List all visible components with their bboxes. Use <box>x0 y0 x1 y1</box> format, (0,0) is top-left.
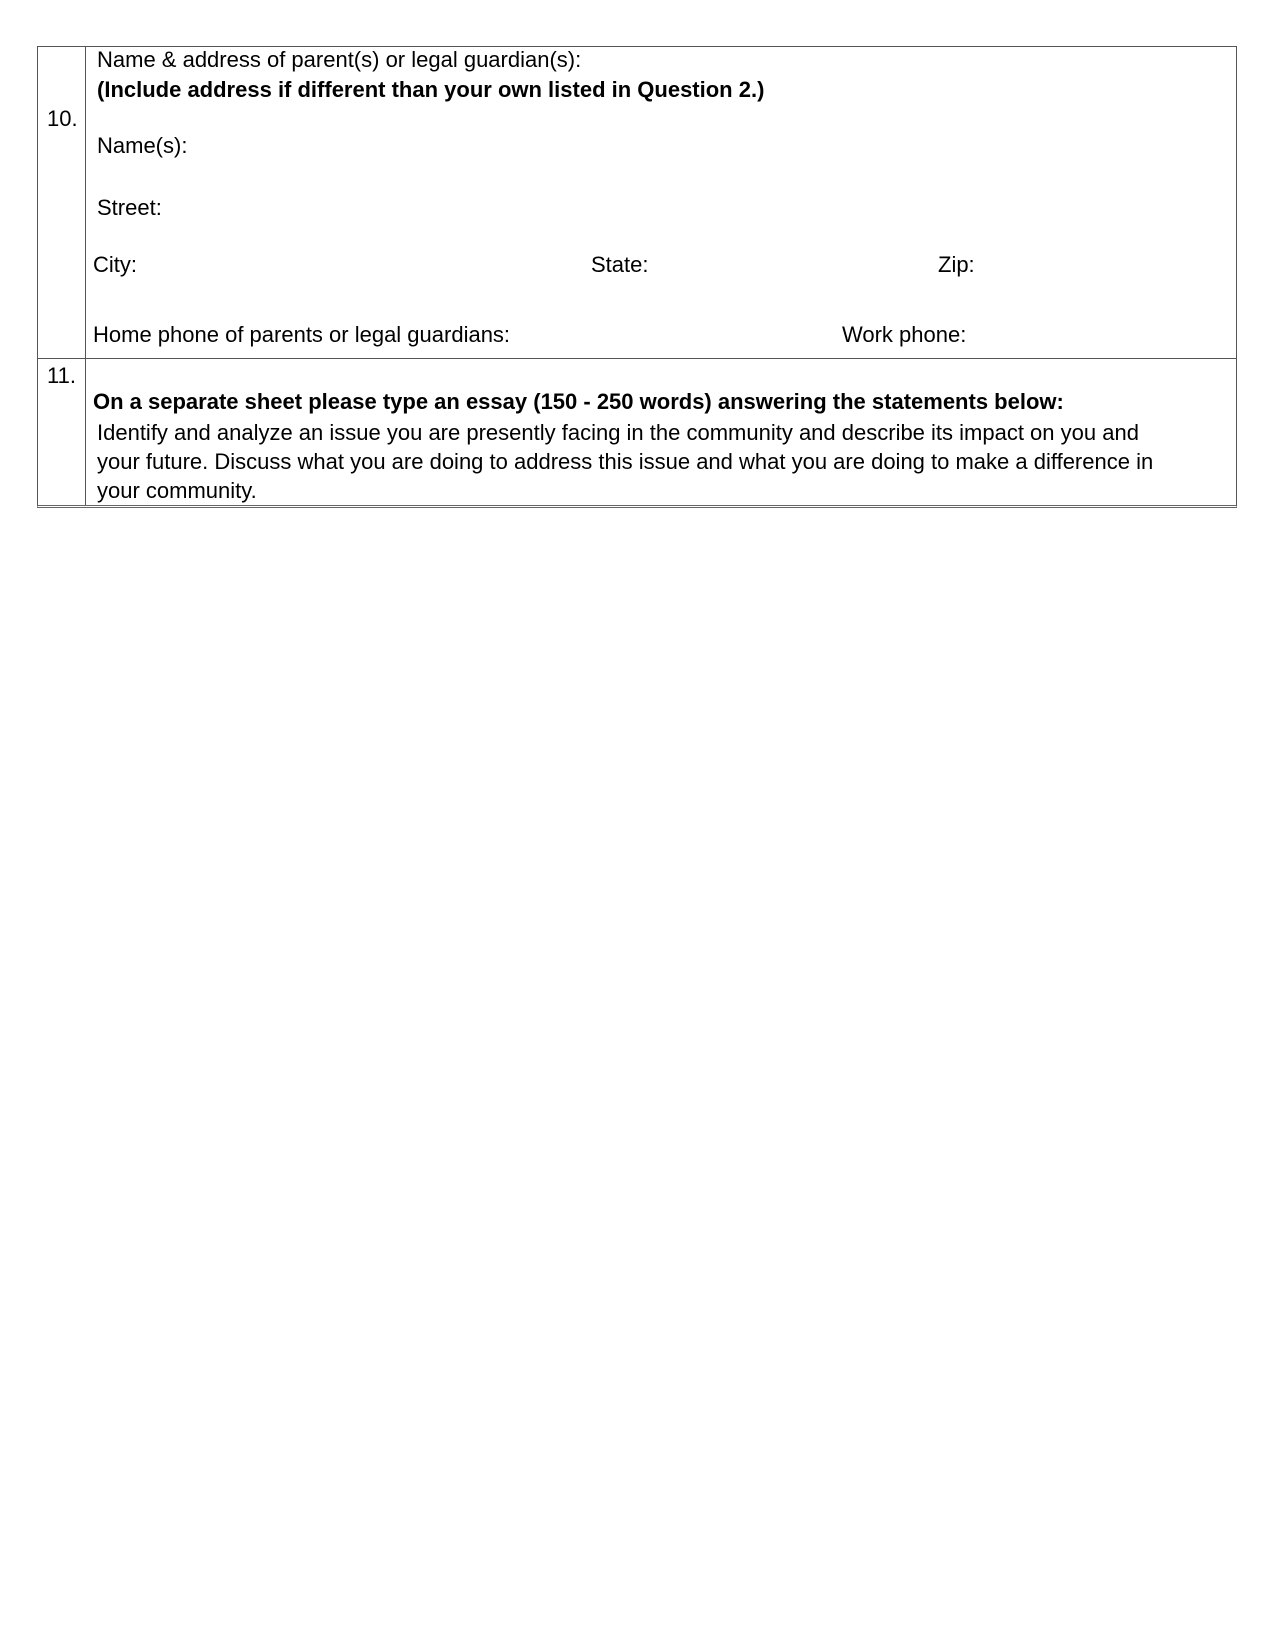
question-10-row <box>37 46 1237 359</box>
street-field[interactable]: Street: <box>97 195 162 220</box>
parent-address-title: Name & address of parent(s) or legal guardian(s): <box>97 47 582 72</box>
question-number: 11. <box>47 363 76 388</box>
question-11-row <box>37 359 1237 508</box>
question-number-cell <box>38 47 86 358</box>
question-number: 10. <box>47 106 78 131</box>
essay-instructions: Identify and analyze an issue you are presently facing in the community and describe its impact on you and your future. Discuss what you are doing to address this issue and what you are doing to make a difference in your community. <box>97 420 1154 503</box>
city-field[interactable]: City: <box>93 252 137 277</box>
state-field[interactable]: State: <box>591 252 649 277</box>
zip-field[interactable]: Zip: <box>938 252 975 277</box>
question-10-content <box>86 47 1236 358</box>
form-table <box>37 46 1237 508</box>
essay-heading: On a separate sheet please type an essay (150 - 250 words) answering the statements below: <box>93 389 1064 414</box>
work-phone-field[interactable]: Work phone: <box>842 322 967 347</box>
question-11-content <box>86 359 1236 505</box>
parent-address-note: (Include address if different than your own listed in Question 2.) <box>97 77 765 102</box>
names-field[interactable]: Name(s): <box>97 133 188 158</box>
question-number-cell <box>38 359 86 505</box>
home-phone-field[interactable]: Home phone of parents or legal guardians: <box>93 322 511 347</box>
